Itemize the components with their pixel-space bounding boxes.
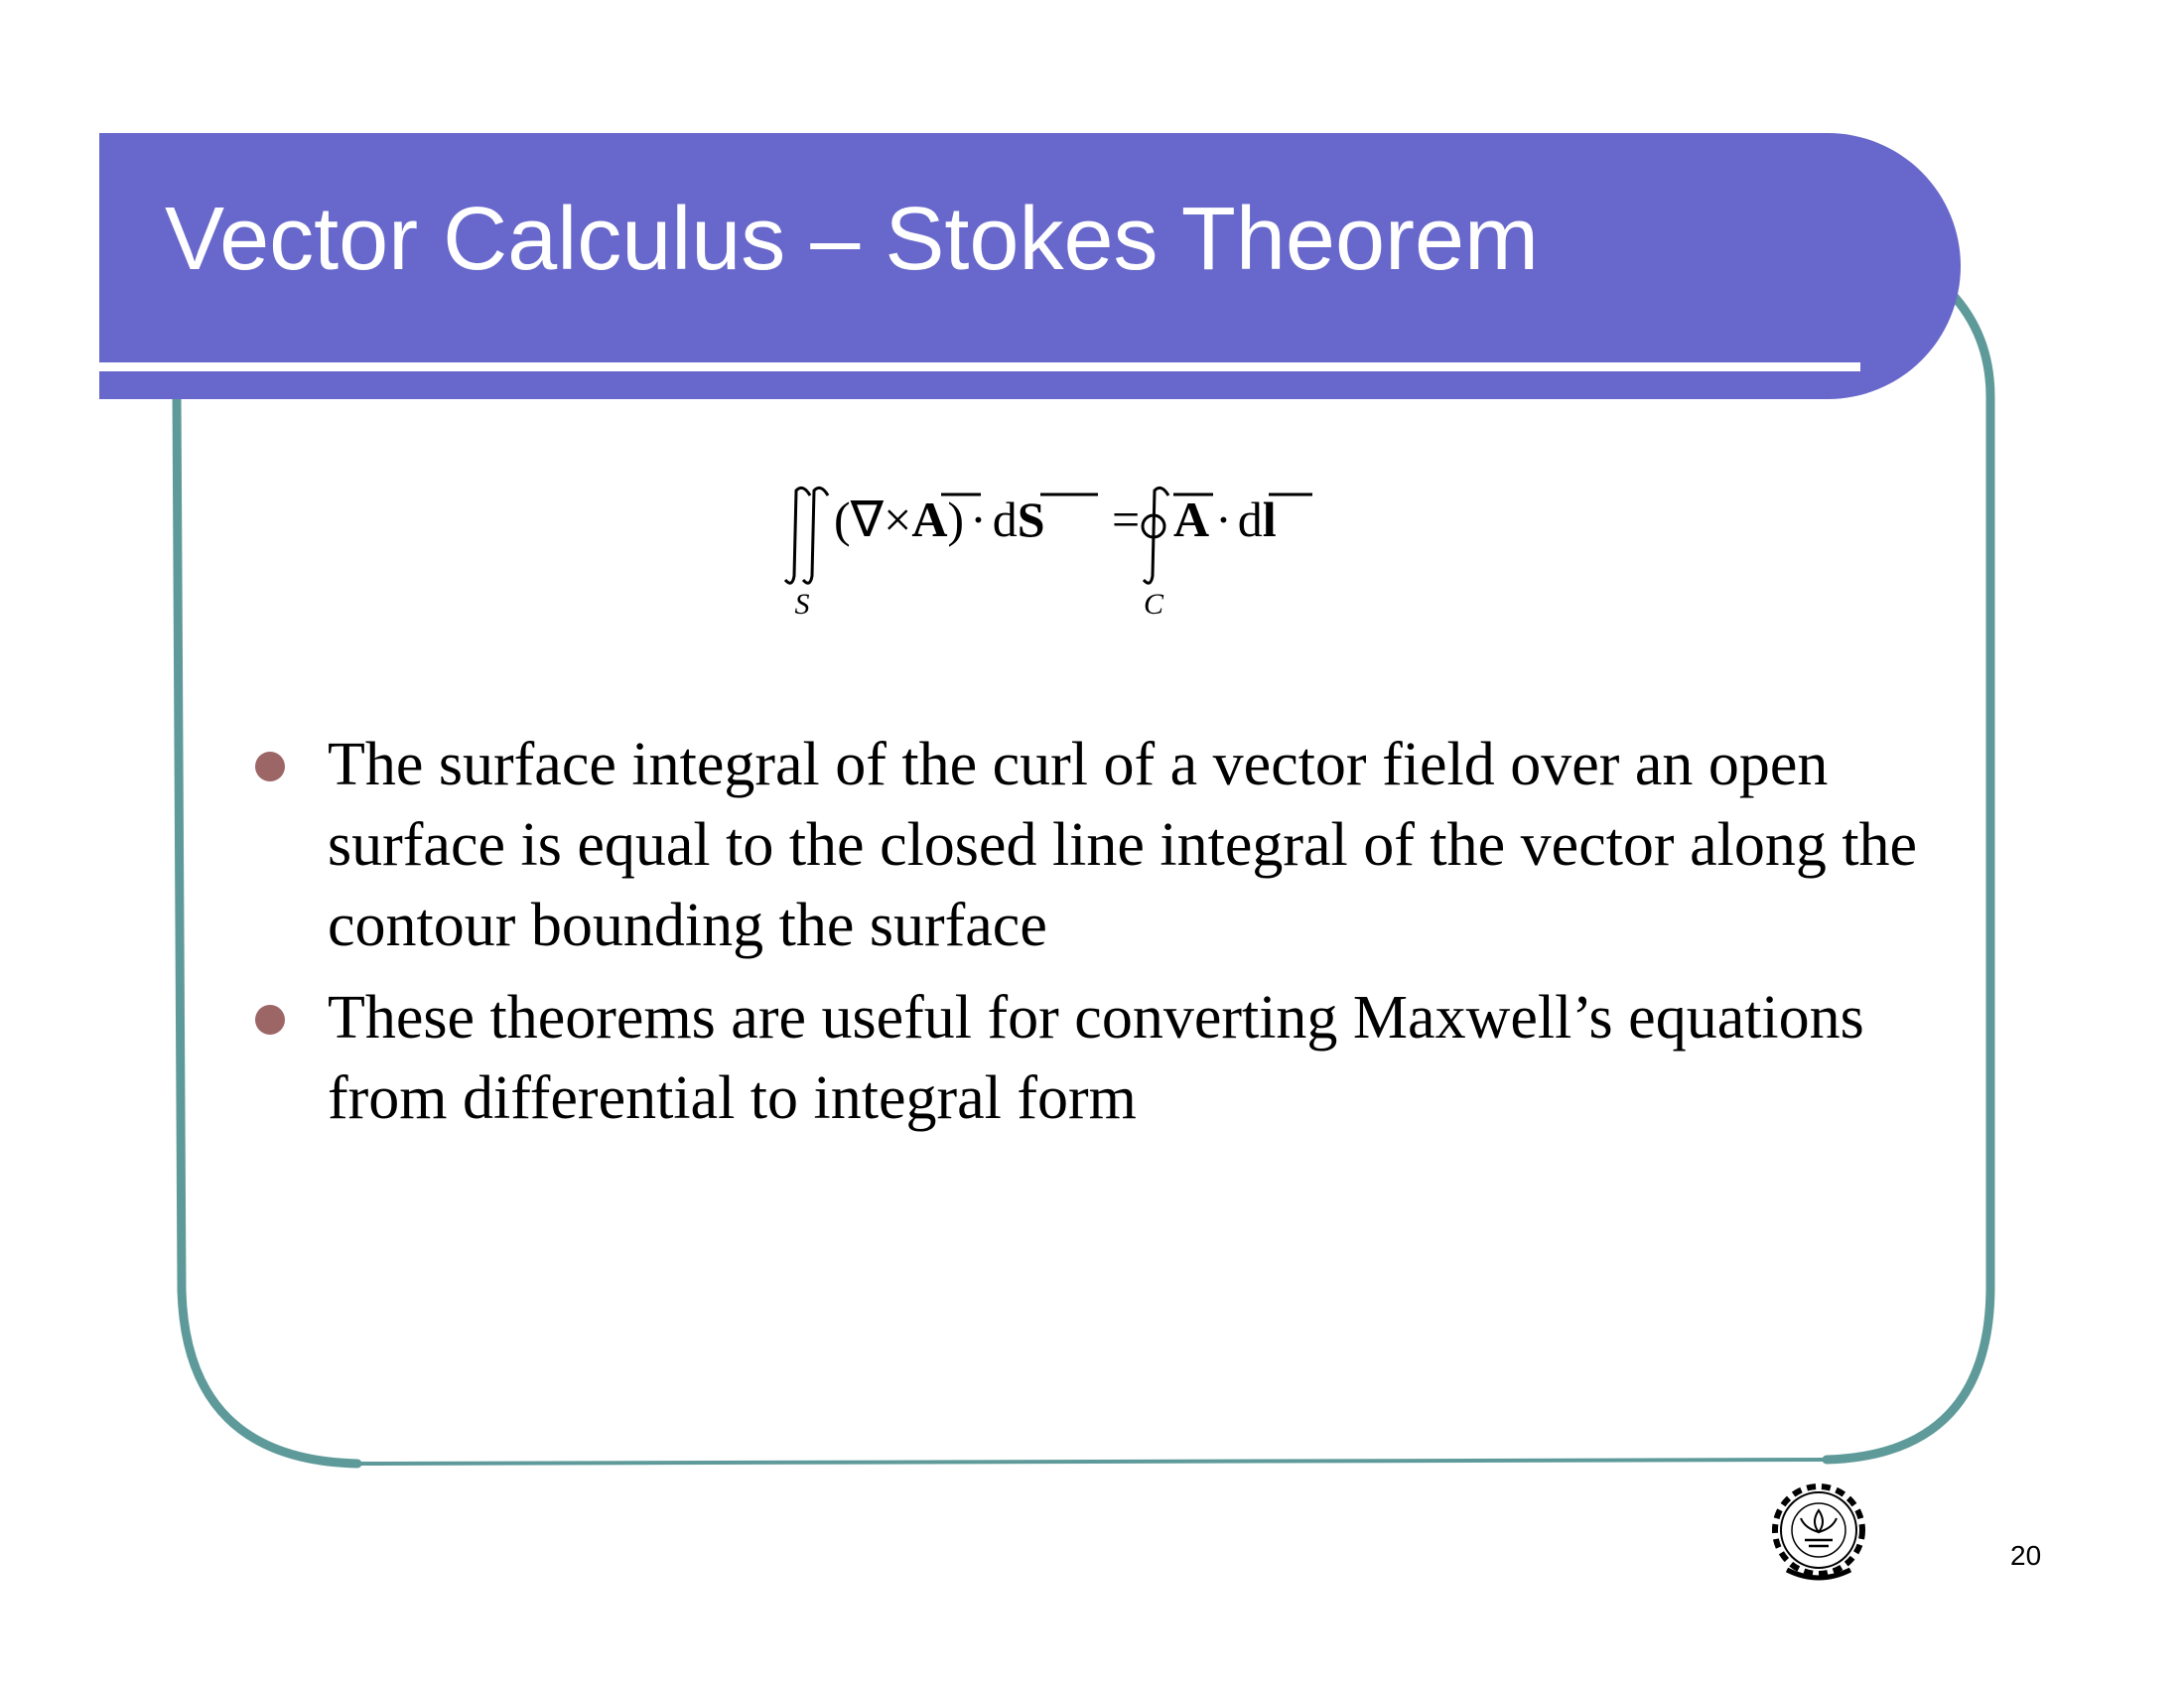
frame-bottom-right-corner <box>1827 1286 1990 1460</box>
formula-left-side: (∇×A) · dS <box>834 492 1045 547</box>
bullet-item-stokes-statement <box>253 725 1961 966</box>
double-integral-sign-1 <box>785 488 810 583</box>
formula-equals: = <box>1112 492 1141 547</box>
frame-bottom-edge <box>357 1460 1827 1464</box>
page-number: 20 <box>2010 1540 2042 1571</box>
bullet-text: The surface integral of the curl of a vector field over an open surface is equal to the closed line integral of the vector along the contour bounding the surface <box>328 731 1918 959</box>
bullet-dot <box>255 752 285 781</box>
institute-emblem-icon <box>1759 1475 1878 1594</box>
bullet-item-maxwell-usage <box>253 978 1961 1139</box>
bullet-text: These theorems are useful for converting Maxwell’s equations from differential to integral form <box>328 984 1864 1132</box>
contour-subscript: C <box>1143 588 1164 621</box>
bullet-dot <box>255 1005 285 1035</box>
slide-title: Vector Calculus – Stokes Theorem <box>165 190 1540 289</box>
formula-right-side: A · dl <box>1173 492 1277 547</box>
double-integral-sign-2 <box>803 488 828 583</box>
surface-subscript: S <box>794 588 810 621</box>
stokes-formula <box>784 477 1340 626</box>
bullet-list <box>253 725 1961 1151</box>
title-underline <box>99 362 1860 371</box>
